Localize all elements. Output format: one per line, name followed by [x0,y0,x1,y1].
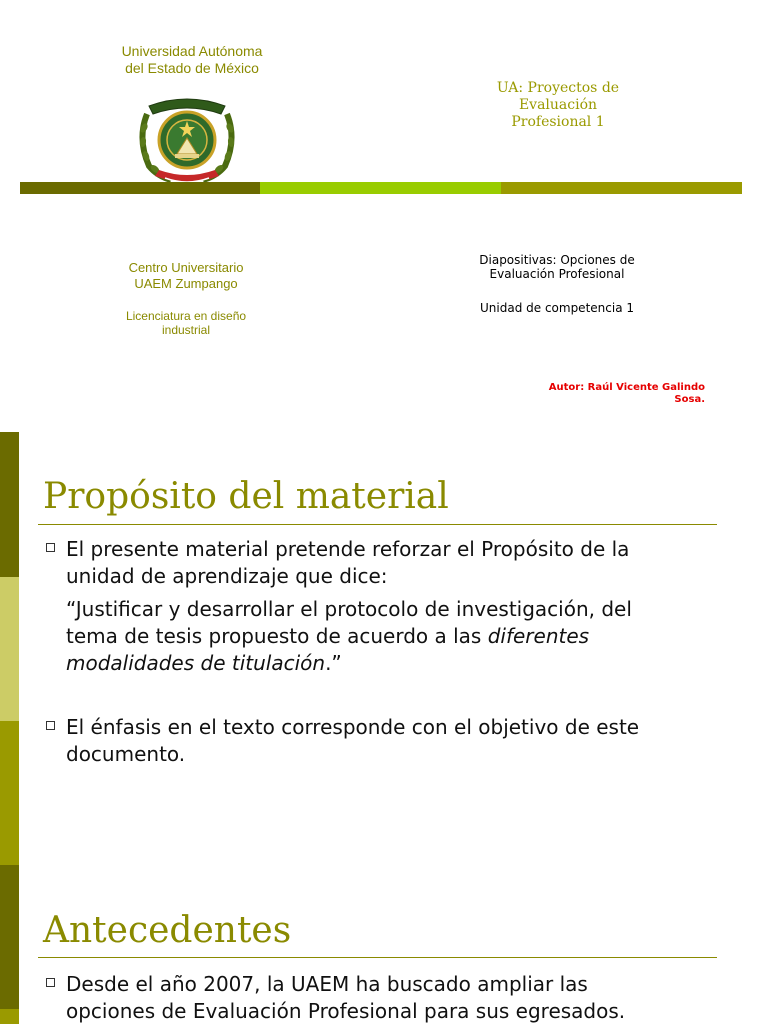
title-underline [38,524,717,525]
sidebar-segment [0,1009,19,1024]
bullet-antecedentes: Desde el año 2007, la UAEM ha buscado ampliar las opciones de Evaluación Profesional para sus egresados. [66,972,626,1023]
author: Autor: Raúl Vicente Galindo Sosa. [548,382,705,405]
title-antecedentes: Antecedentes [43,910,292,951]
diapositivas-title: Diapositivas: Opciones de Evaluación Profesional [479,253,635,281]
header-band-lime [260,182,501,194]
sidebar-color-strip [0,432,19,1024]
sidebar-segment [0,577,19,721]
licenciatura: Licenciatura en diseño industrial [125,309,247,337]
sidebar-segment [0,721,19,865]
title-slide [0,0,768,430]
centro-universitario: Centro Universitario UAEM Zumpango [128,260,244,291]
sidebar-segment [0,432,19,577]
bullet-square-icon [46,543,55,552]
bullet-square-icon [46,721,55,730]
university-name: Universidad Autónoma del Estado de México [121,43,263,76]
header-band-olive [501,182,742,194]
unidad-competencia: Unidad de competencia 1 [480,301,634,315]
university-seal-icon [135,94,239,186]
bullet-proposito: El presente material pretende reforzar el Propósito de la unidad de aprendizaje que dice: “Justificar y desarrollar el protocolo de investigación, del tema de tesis propuesto de acuerdo a las diferentes modalidades de titulación.” [66,537,632,675]
bullet-enfasis: El énfasis en el texto corresponde con el objetivo de este documento. [66,715,640,766]
title-underline [38,957,717,958]
title-proposito: Propósito del material [43,476,449,517]
sidebar-segment [0,865,19,1009]
content-slide [0,432,768,1024]
header-band-dark-olive [20,182,260,194]
ua-title: UA: Proyectos de Evaluación Profesional 1 [496,80,620,130]
bullet-square-icon [46,978,55,987]
